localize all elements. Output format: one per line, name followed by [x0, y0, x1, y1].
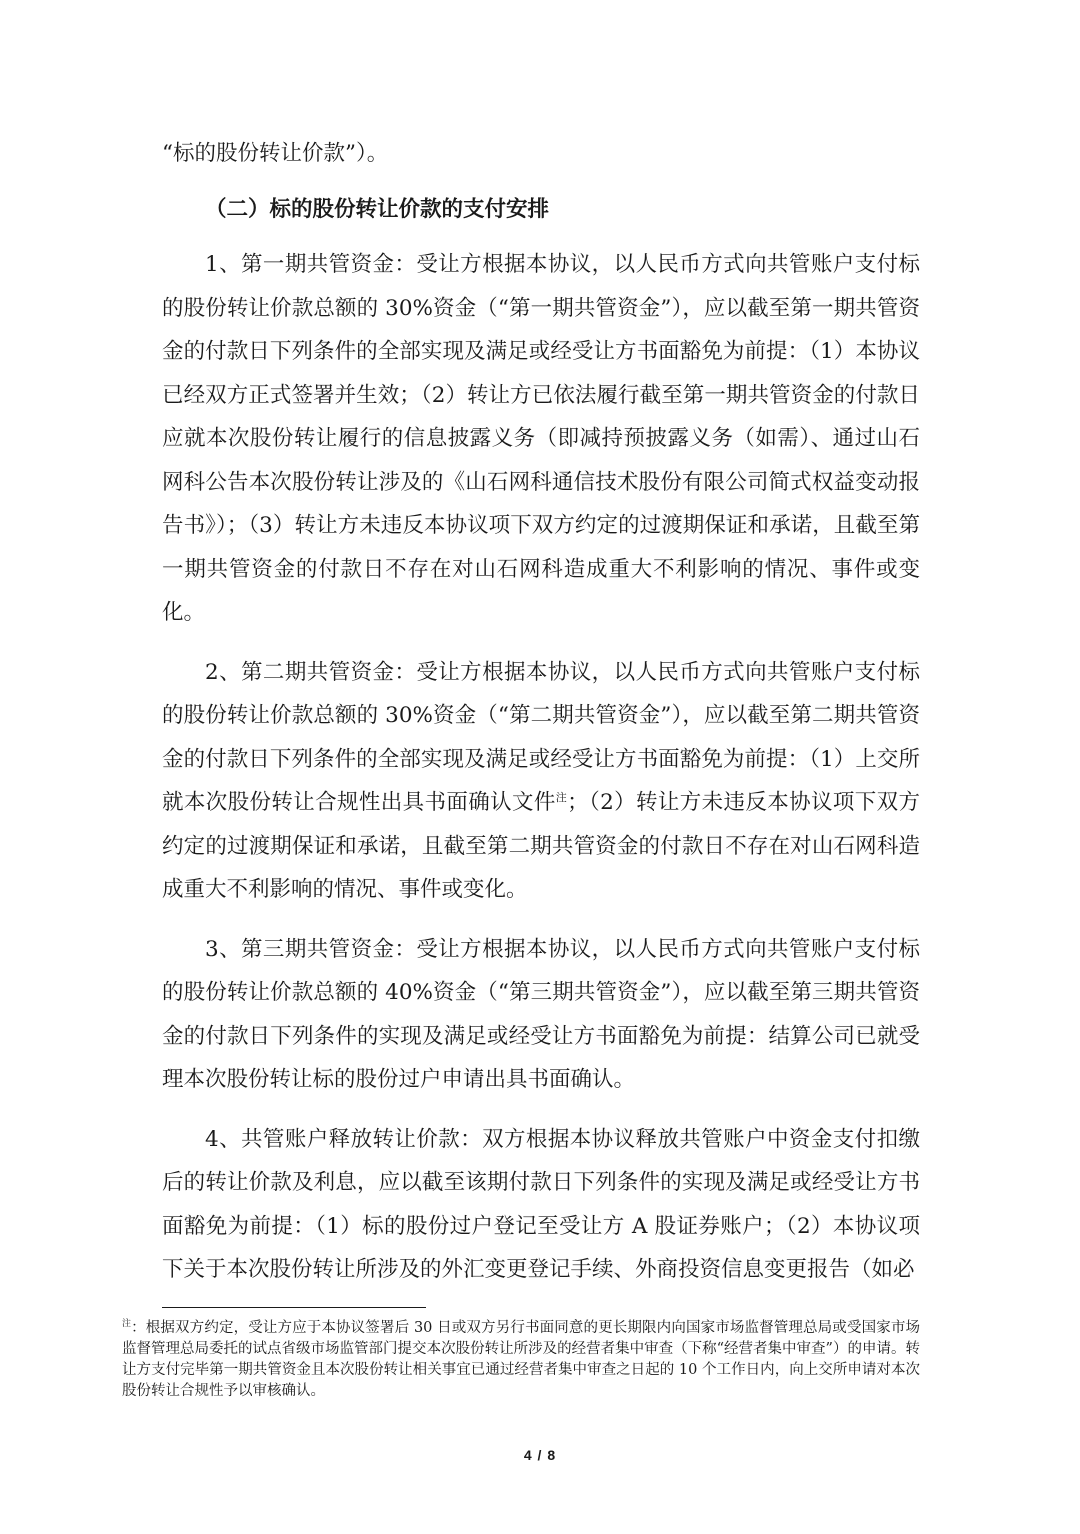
section-heading: （二）标的股份转让价款的支付安排 — [205, 196, 550, 222]
page-number: 4 / 8 — [523, 1447, 557, 1463]
continued-text: “标的股份转让价款”）。 — [162, 141, 389, 166]
paragraph-third-period-funds — [162, 928, 920, 1102]
paragraph-text: 2、第二期共管资金：受让方根据本协议，以人民币方式向共管账户支付标的股份转让价款总额的 30%资金（“第二期共管资金”），应以截至第二期共管资金的付款日下列条件的全部实现及满足或经受让方书面豁免为前提：（1）上交所就本次股份转让合规性出具书面确认文件 — [162, 659, 920, 815]
footnote-marker: 注 — [122, 1319, 132, 1330]
footnote-divider — [162, 1307, 426, 1308]
paragraph-text: ；（2）转让方未违反本协议项下双方约定的过渡期保证和承诺，且截至第二期共管资金的付款日不存在对山石网科造成重大不利影响的情况、事件或变化。 — [162, 790, 920, 902]
paragraph-text: 1、第一期共管资金：受让方根据本协议，以人民币方式向共管账户支付标的股份转让价款总额的 30%资金（“第一期共管资金”），应以截至第一期共管资金的付款日下列条件的全部实现及满足或经受让方书面豁免为前提：（1）本协议已经双方正式签署并生效；（2）转让方已依法履行截至第一期共管资金的付款日应就本次股份转让履行的信息披露义务（即减持预披露义务（如需）、通过山石网科公告本次股份转让涉及的《山石网科通信技术股份有限公司简式权益变动报告书》）；（3）转让方未违反本协议项下双方约定的过渡期保证和承诺，且截至第一期共管资金的付款日不存在对山石网科造成重大不利影响的情况、事件或变化。 — [162, 252, 920, 625]
paragraph-second-period-funds — [162, 651, 920, 912]
paragraph-escrow-release — [162, 1118, 920, 1292]
document-body — [162, 132, 920, 1308]
paragraph-text: 4、共管账户释放转让价款：双方根据本协议释放共管账户中资金支付扣缴后的转让价款及利息，应以截至该期付款日下列条件的实现及满足或经受让方书面豁免为前提：（1）标的股份过户登记至受让方 A 股证券账户；（2）本协议项下关于本次股份转让所涉及的外汇变更登记手续、外商投资信息变更报告（如必 — [162, 1126, 920, 1282]
paragraph-first-period-funds — [162, 243, 920, 635]
footnote-text: ：根据双方约定，受让方应于本协议签署后 30 日或双方另行书面同意的更长期限内向国家市场监督管理总局或受国家市场监督管理总局委托的试点省级市场监管部门提交本次股份转让所涉及的经营者集中审查（下称“经营者集中审查”）的申请。转让方支付完毕第一期共管资金且本次股份转让相关事宜已通过经营者集中审查之日起的 10 个工作日内，向上交所申请对本次股份转让合规性予以审核确认。 — [122, 1320, 920, 1399]
paragraph-text: 3、第三期共管资金：受让方根据本协议，以人民币方式向共管账户支付标的股份转让价款总额的 40%资金（“第三期共管资金”），应以截至第三期共管资金的付款日下列条件的实现及满足或经受让方书面豁免为前提：结算公司已就受理本次股份转让标的股份过户申请出具书面确认。 — [162, 936, 920, 1092]
footnote — [122, 1318, 920, 1402]
footnote-reference: 注 — [555, 790, 568, 804]
